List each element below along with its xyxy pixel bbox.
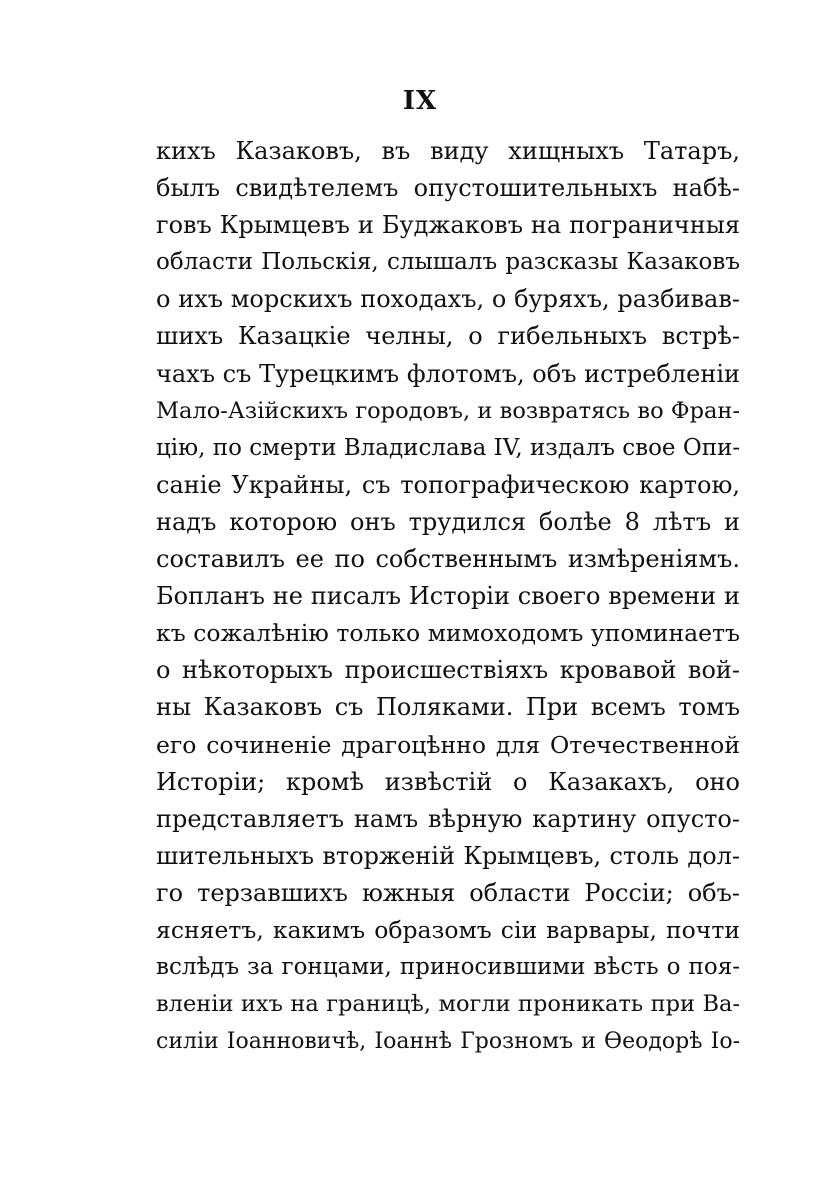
text-line: о нѣкоторыхъ происшествіяхъ кровавой вой- [156, 656, 740, 685]
text-line: шихъ Казацкіе челны, о гибельныхъ встрѣ- [156, 322, 740, 351]
text-line: вленіи ихъ на границѣ, могли проникать при Ва- [156, 991, 740, 1018]
text-line: чахъ съ Турецкимъ флотомъ, объ истребленіи [156, 359, 740, 388]
text-line: кихъ Казаковъ, въ виду хищныхъ Татаръ, [156, 137, 740, 165]
text-line: надъ которою онъ трудился болѣе 8 лѣтъ и [156, 507, 740, 536]
text-line: силіи Іоанновичѣ, Іоаннѣ Грозномъ и Ѳеодорѣ Іо- [156, 1029, 740, 1055]
text-line: о ихъ морскихъ походахъ, о буряхъ, разбивав- [156, 285, 740, 314]
text-line: былъ свидѣтелемъ опустошительныхъ набѣ- [156, 174, 740, 203]
text-line: представляетъ намъ вѣрную картину опусто- [156, 804, 740, 833]
text-line: говъ Крымцевъ и Буджаковъ на пограничныя [156, 211, 740, 240]
text-line: Исторіи; кромѣ извѣстій о Казакахъ, оно [156, 767, 740, 796]
text-line: ясняетъ, какимъ образомъ сіи варвары, почти [156, 915, 740, 944]
body-text [156, 133, 740, 1060]
page-number: IX [402, 86, 438, 116]
text-line: шительныхъ вторженій Крымцевъ, столь дол- [156, 841, 740, 870]
text-line: вслѣдъ за гонцами, приносившими вѣсть о поя- [156, 954, 740, 981]
text-line: цію, по смерти Владислава IV, издалъ свое Опи- [156, 434, 740, 461]
text-line: составилъ ее по собственнымъ измѣреніямъ. [156, 545, 740, 574]
text-line: области Польскія, слышалъ разсказы Казаковъ [156, 249, 740, 276]
text-line: Бопланъ не писалъ Исторіи своего времени и [156, 582, 740, 611]
text-line: саніе Украйны, съ топографическою картою, [156, 470, 740, 499]
text-line: Мало-Азійскихъ городовъ, и возвратясь во Фран- [156, 397, 740, 424]
text-line: къ сожалѣнію только мимоходомъ упоминаетъ [156, 619, 740, 648]
text-line: его сочиненіе драгоцѣнно для Отечественной [156, 730, 740, 759]
text-line: го терзавшихъ южныя области Россіи; объ- [156, 878, 740, 907]
text-line: ны Казаковъ съ Поляками. При всемъ томъ [156, 693, 740, 722]
